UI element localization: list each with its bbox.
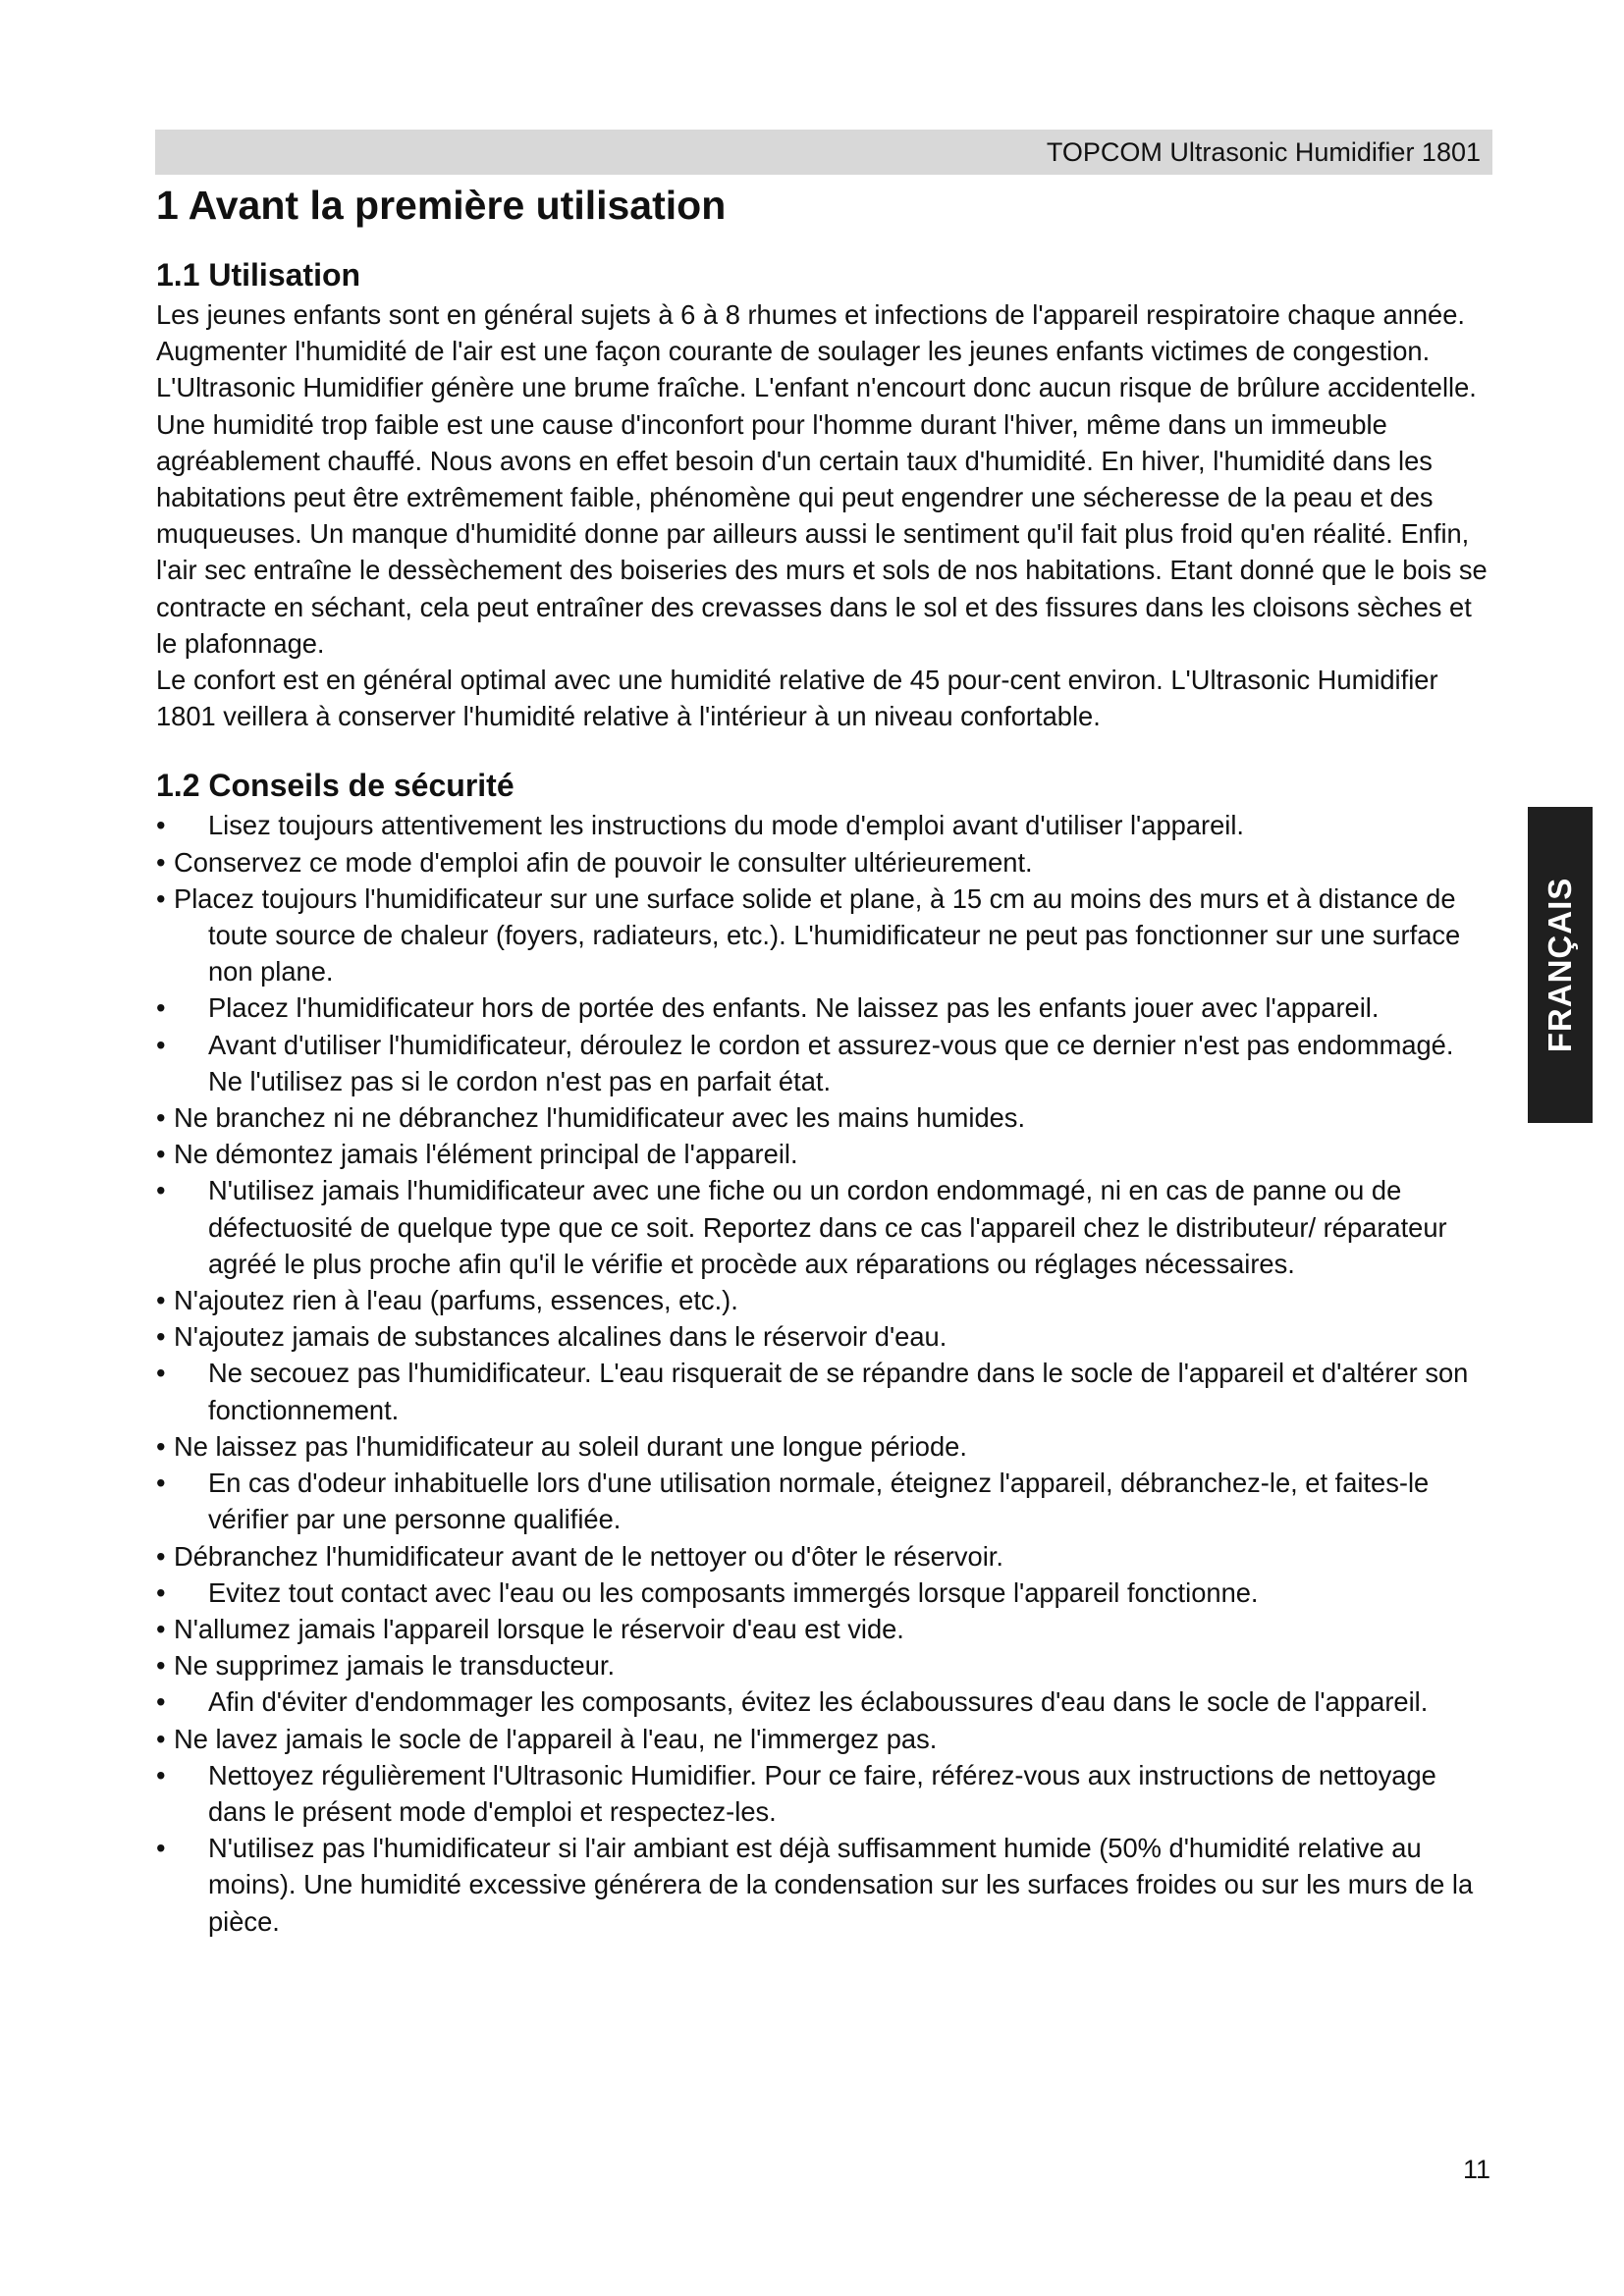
bullet: • <box>156 1686 166 1718</box>
list-item <box>156 1428 1491 1465</box>
list-item-text: Evitez tout contact avec l'eau ou les composants immergés lorsque l'appareil fonctionne. <box>208 1576 1259 1608</box>
list-item <box>156 1172 1491 1282</box>
list-item-text: Placez toujours l'humidificateur sur une surface solide et plane, à 15 cm au moins des murs et à distance de toute source de chaleur (foyers, radiateurs, etc.). L'humidificateur ne peut pas fonctionner sur une surface non plane. <box>174 882 1461 988</box>
list-item-text: En cas d'odeur inhabituelle lors d'une utilisation normale, éteignez l'appareil, débranchez-le, et faites-le vérifier par une personne qualifiée. <box>208 1468 1430 1535</box>
list-item <box>156 1683 1491 1720</box>
header-bar <box>155 130 1492 175</box>
paragraph: Les jeunes enfants sont en général sujets à 6 à 8 rhumes et infections de l'appareil respiratoire chaque année. Augmenter l'humidité de l'air est une façon courante de soulager les jeunes enfants victimes de congestion. <box>156 299 1466 367</box>
paragraph: Le confort est en général optimal avec une humidité relative de 45 pour-cent environ. L'Ultrasonic Humidifier 1801 veillera à conserver l'humidité relative à l'intérieur à un niveau confortable. <box>156 665 1438 732</box>
list-item-text: Ne lavez jamais le socle de l'appareil à l'eau, ne l'immergez pas. <box>174 1723 938 1754</box>
list-item <box>156 1721 1491 1757</box>
bullet: • <box>156 882 166 914</box>
chapter-title: 1 Avant la première utilisation <box>156 183 727 228</box>
list-item <box>156 844 1491 881</box>
bullet: • <box>156 992 166 1024</box>
list-item-text: Nettoyez régulièrement l'Ultrasonic Humidifier. Pour ce faire, référez-vous aux instructions de nettoyage dans le présent mode d'emploi et respectez-les. <box>208 1759 1436 1827</box>
list-item <box>156 1355 1491 1427</box>
list-item <box>156 881 1491 990</box>
bullet: • <box>156 1650 166 1682</box>
list-item-text: N'ajoutez jamais de substances alcalines dans le réservoir d'eau. <box>174 1321 947 1353</box>
bullet: • <box>156 810 166 841</box>
list-item <box>156 1757 1491 1830</box>
list-item-text: Débranchez l'humidificateur avant de le nettoyer ou d'ôter le réservoir. <box>174 1540 1003 1572</box>
paragraph: Une humidité trop faible est une cause d'inconfort pour l'homme durant l'hiver, même dans un immeuble agréablement chauffé. Nous avons en effet besoin d'un certain taux d'humidité. En hiver, l'humidité dans les habitations peut être extrêmement faible, phénomène qui peut engendrer une sécheresse de la peau et des muqueuses. Un manque d'humidité donne par ailleurs aussi le sentiment qu'il fait plus froid qu'en réalité. Enfin, l'air sec entraîne le dessèchement des boiseries des murs et sols de nos habitations. Etant donné que le bois se contracte en séchant, cela peut entraîner des crevasses dans le sol et des fissures dans les cloisons sèches et le plafonnage. <box>156 408 1488 659</box>
list-item-text: Ne laissez pas l'humidificateur au soleil durant une longue période. <box>174 1430 967 1462</box>
bullet: • <box>156 1175 166 1206</box>
bullet: • <box>156 1576 166 1608</box>
section-title-utilisation: 1.1 Utilisation <box>156 257 361 293</box>
list-item-text: Ne secouez pas l'humidificateur. L'eau risquerait de se répandre dans le socle de l'appareil et d'altérer son fonctionnement. <box>208 1358 1469 1425</box>
list-item-text: Placez l'humidificateur hors de portée des enfants. Ne laissez pas les enfants jouer avec l'appareil. <box>208 992 1380 1024</box>
safety-list <box>156 807 1491 1939</box>
section-body-utilisation <box>156 296 1491 734</box>
language-tab <box>1528 807 1593 1123</box>
bullet: • <box>156 846 166 878</box>
list-item-text: Lisez toujours attentivement les instructions du mode d'emploi avant d'utiliser l'appareil. <box>208 810 1244 841</box>
list-item <box>156 1611 1491 1647</box>
list-item-text: Ne démontez jamais l'élément principal de l'appareil. <box>174 1139 798 1170</box>
bullet: • <box>156 1029 166 1060</box>
main-content <box>156 177 1491 1940</box>
list-item-text: Conservez ce mode d'emploi afin de pouvoir le consulter ultérieurement. <box>174 846 1033 878</box>
bullet: • <box>156 1723 166 1754</box>
list-item-text: Ne branchez ni ne débranchez l'humidificateur avec les mains humides. <box>174 1102 1026 1134</box>
list-item <box>156 1647 1491 1683</box>
list-item <box>156 1465 1491 1537</box>
bullet: • <box>156 1540 166 1572</box>
list-item <box>156 1538 1491 1575</box>
paragraph: L'Ultrasonic Humidifier génère une brume fraîche. L'enfant n'encourt donc aucun risque de brûlure accidentelle. <box>156 372 1477 403</box>
bullet: • <box>156 1759 166 1790</box>
bullet: • <box>156 1102 166 1134</box>
bullet: • <box>156 1139 166 1170</box>
list-item-text: N'utilisez pas l'humidificateur si l'air ambiant est déjà suffisamment humide (50% d'humidité relative au moins). Une humidité excessive générera de la condensation sur les surfaces froides ou sur les murs de la pièce. <box>208 1833 1474 1937</box>
list-item <box>156 1282 1491 1318</box>
list-item-text: N'utilisez jamais l'humidificateur avec une fiche ou un cordon endommagé, ni en cas de panne ou de défectuosité de quelque type que ce soit. Reportez dans ce cas l'appareil chez le distributeur/ réparateur agréé le plus proche afin qu'il le vérifie et procède aux réparations ou réglages nécessaires. <box>208 1175 1447 1279</box>
bullet: • <box>156 1613 166 1644</box>
list-item-text: N'allumez jamais l'appareil lorsque le réservoir d'eau est vide. <box>174 1613 904 1644</box>
bullet: • <box>156 1833 166 1864</box>
list-item <box>156 1575 1491 1611</box>
list-item <box>156 1318 1491 1355</box>
section-title-safety: 1.2 Conseils de sécurité <box>156 768 514 804</box>
list-item <box>156 1099 1491 1136</box>
bullet: • <box>156 1430 166 1462</box>
bullet: • <box>156 1468 166 1499</box>
list-item-text: N'ajoutez rien à l'eau (parfums, essences, etc.). <box>174 1285 738 1316</box>
list-item-text: Ne supprimez jamais le transducteur. <box>174 1650 616 1682</box>
list-item <box>156 989 1491 1026</box>
page-number: 11 <box>1463 2155 1491 2184</box>
list-item <box>156 1136 1491 1172</box>
list-item <box>156 1830 1491 1940</box>
list-item-text: Avant d'utiliser l'humidificateur, déroulez le cordon et assurez-vous que ce dernier n'est pas endommagé. Ne l'utilisez pas si le cordon n'est pas en parfait état. <box>208 1029 1454 1096</box>
bullet: • <box>156 1285 166 1316</box>
list-item-text: Afin d'éviter d'endommager les composants, évitez les éclaboussures d'eau dans le socle de l'appareil. <box>208 1686 1429 1718</box>
language-tab-label: FRANÇAIS <box>1542 877 1578 1053</box>
list-item <box>156 807 1491 843</box>
bullet: • <box>156 1358 166 1389</box>
bullet: • <box>156 1321 166 1353</box>
header-title: TOPCOM Ultrasonic Humidifier 1801 <box>1046 137 1481 167</box>
list-item <box>156 1027 1491 1099</box>
